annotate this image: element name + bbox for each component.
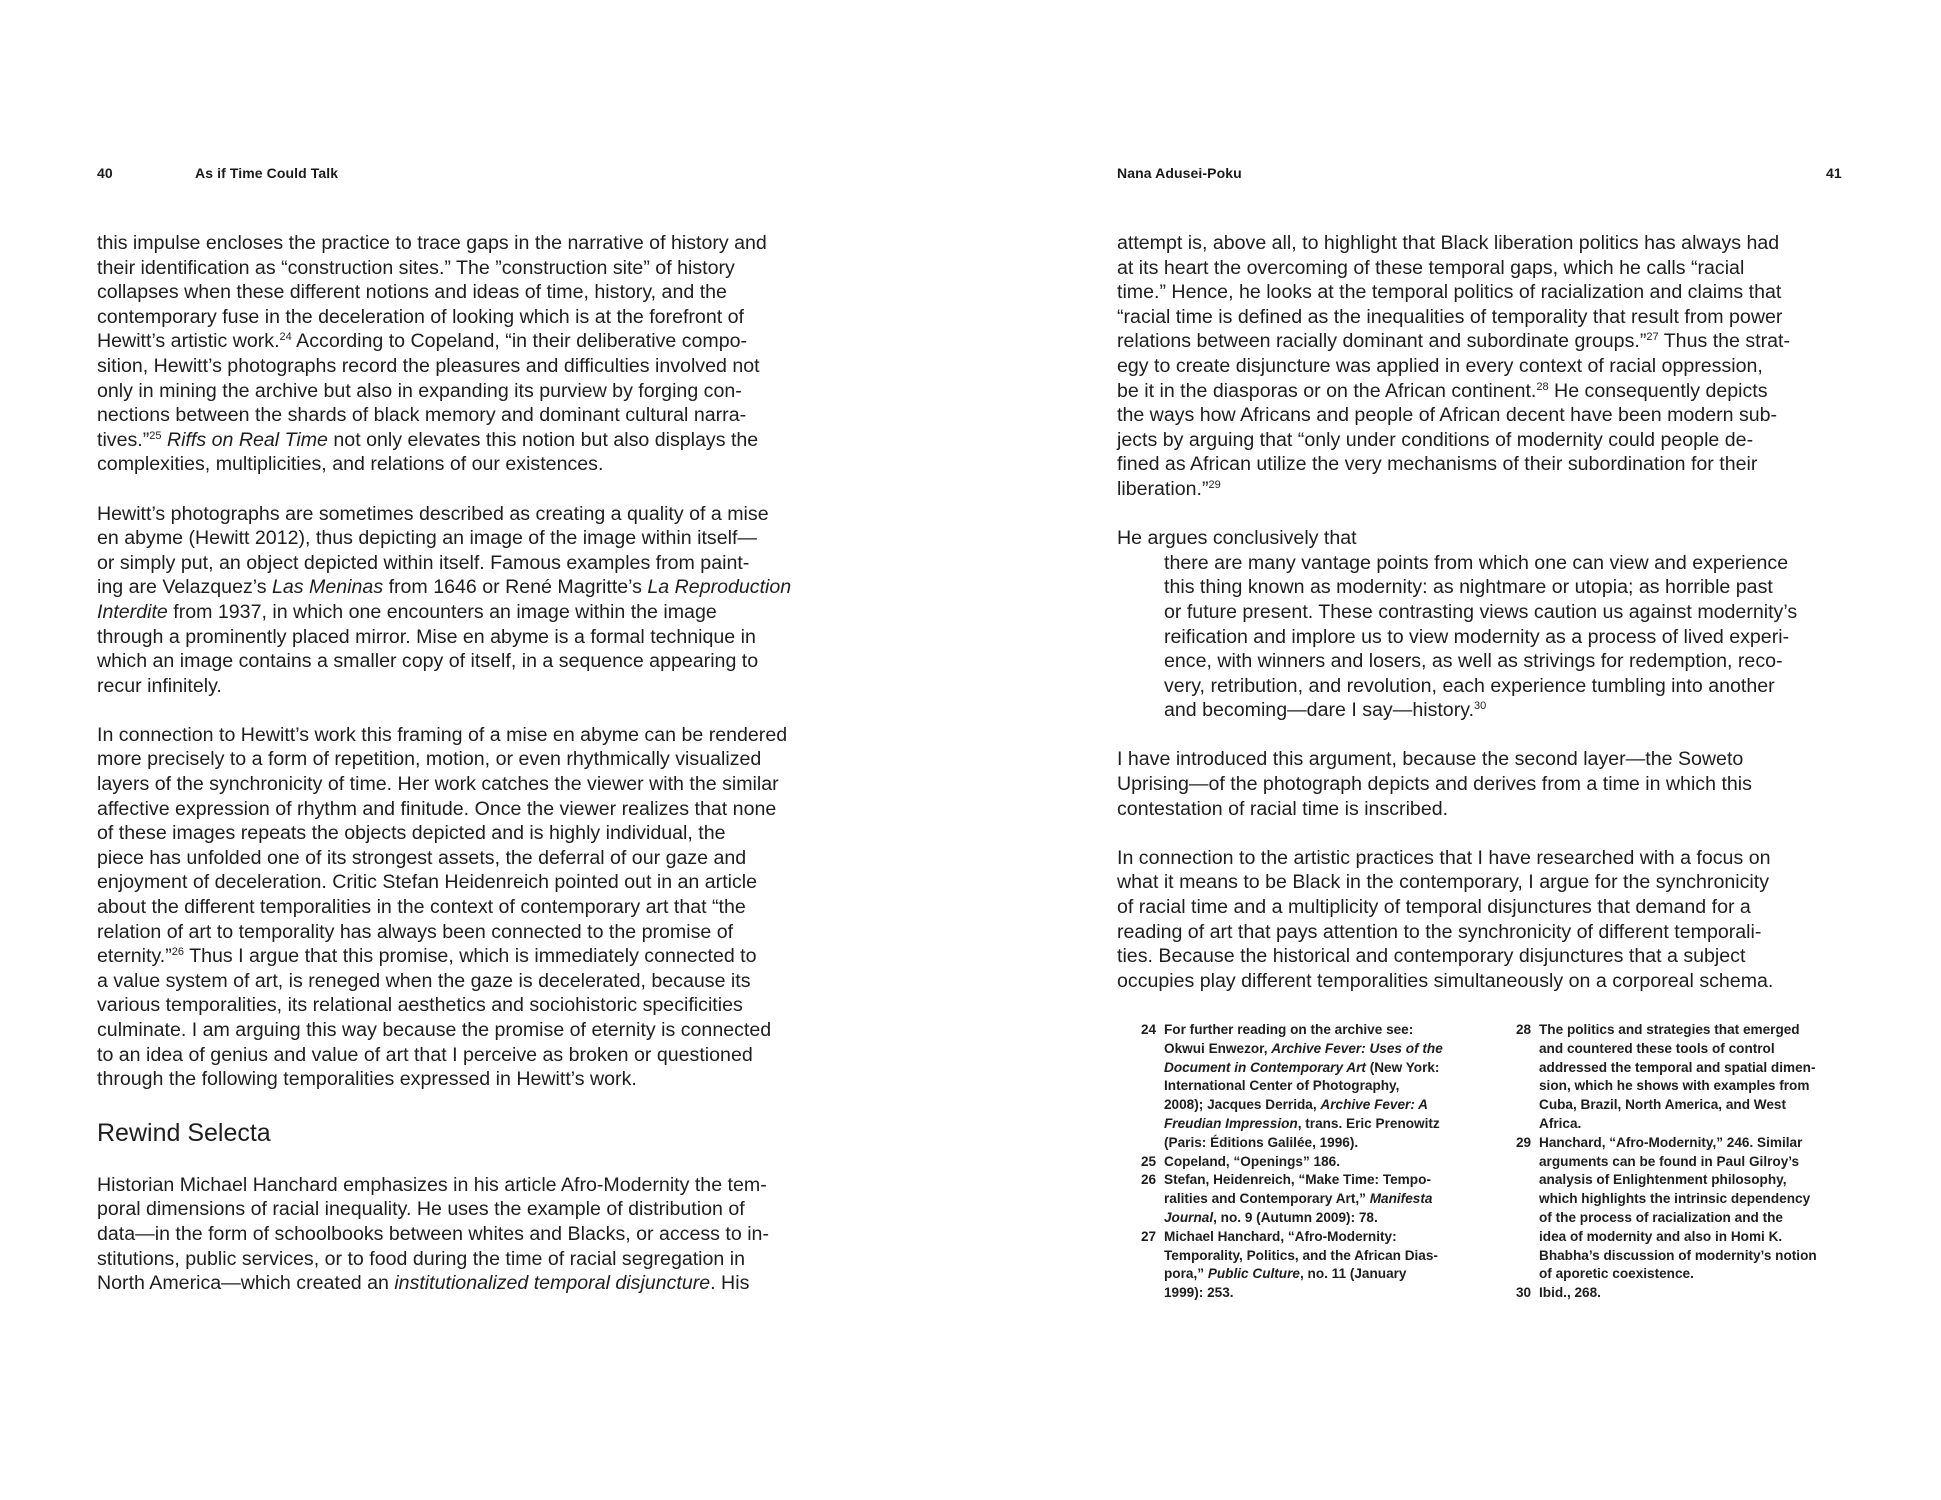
footnote-text (1164, 1021, 1443, 1153)
text-line: which highlights the intrinsic dependency (1539, 1191, 1811, 1207)
paragraph (97, 1173, 837, 1296)
text-line: affective expression of rhythm and finitude. Once the viewer realizes that none (97, 797, 777, 820)
footnote-text (1539, 1134, 1817, 1284)
text-line: attempt is, above all, to highlight that Black liberation politics has always had (1117, 232, 1780, 254)
text-line: a value system of art, is reneged when the gaze is decelerated, because its (97, 969, 751, 992)
paragraph (97, 723, 837, 1092)
text-line: idea of modernity and also in Homi K. (1539, 1228, 1783, 1244)
text-line: ence, with winners and losers, as well as strivings for redemption, reco- (1164, 650, 1783, 673)
paragraph (1117, 231, 1857, 502)
section-heading: Rewind Selecta (97, 1118, 271, 1147)
text-line: more precisely to a form of repetition, motion, or even rhythmically visualized (97, 748, 762, 771)
text-line: of these images repeats the objects depicted and is highly individual, the (97, 822, 726, 845)
page-number: 41 (1826, 165, 1842, 181)
italic-text: Riffs on Real Time (166, 428, 328, 451)
footnote-text (1539, 1021, 1815, 1134)
text-line: sition, Hewitt’s photographs record the pleasures and difficulties involved not (97, 354, 760, 377)
paragraph (1117, 846, 1857, 994)
running-title: Nana Adusei-Poku (1117, 165, 1242, 181)
text-line: Historian Michael Hanchard emphasizes in his article Afro-Modernity the tem- (97, 1173, 767, 1196)
text-line: about the different temporalities in the context of contemporary art that “the (97, 896, 746, 919)
text-line: For further reading on the archive see: (1164, 1022, 1414, 1037)
text-line: North America—which created an institutionalized temporal disjuncture. His (97, 1272, 750, 1295)
text-line: Cuba, Brazil, North America, and West (1539, 1097, 1787, 1113)
text-line: there are many vantage points from which one can view and experience (1164, 551, 1789, 574)
left-page (0, 0, 970, 1500)
text-line: only in mining the archive but also in expanding its purview by forging con- (97, 379, 742, 402)
right-body (1117, 231, 1857, 993)
text-line: Temporality, Politics, and the African Dias- (1164, 1247, 1438, 1263)
text-line: this impulse encloses the practice to trace gaps in the narrative of history and (97, 232, 767, 254)
text-line: ralities and Contemporary Art,” Manifesta (1164, 1191, 1433, 1207)
footnotes-column-1 (1141, 1021, 1501, 1303)
italic-text: Freudian Impression (1164, 1115, 1298, 1131)
text-line: Freudian Impression, trans. Eric Prenowitz (1164, 1115, 1440, 1131)
footnote (1516, 1134, 1876, 1284)
text-line: I have introduced this argument, because the second layer—the Soweto (1117, 748, 1744, 771)
right-page (970, 0, 1941, 1500)
text-line: Document in Contemporary Art (New York: (1164, 1059, 1440, 1075)
text-line: sion, which he shows with examples from (1539, 1078, 1810, 1094)
text-line: en abyme (Hewitt 2012), thus depicting an image of the image within itself— (97, 527, 757, 550)
footnote-reference: 24 (279, 331, 292, 344)
text-line: piece has unfolded one of its strongest assets, the deferral of our gaze and (97, 846, 747, 869)
text-line: be it in the diasporas or on the African continent.$^{28}$ He consequently depicts (1117, 379, 1768, 402)
text-line: layers of the synchronicity of time. Her work catches the viewer with the similar (97, 773, 779, 796)
text-line: eternity.”$^{26}$ Thus I argue that this promise, which is immediately connected to (97, 945, 757, 968)
text-line: Stefan, Heidenreich, “Make Time: Tempo- (1164, 1172, 1431, 1188)
text-line: enjoyment of deceleration. Critic Stefan Heidenreich pointed out in an article (97, 871, 758, 894)
text-line: Hewitt’s photographs are sometimes described as creating a quality of a mise (97, 502, 769, 525)
footnote (1141, 1228, 1501, 1303)
text-line: Copeland, “Openings” 186. (1164, 1153, 1340, 1169)
text-line: tives.”$^{25}$ Riffs on Real Time not only elevates this notion but also displays the (97, 428, 759, 451)
footnote-number: 27 (1141, 1228, 1157, 1244)
text-line: 2008); Jacques Derrida, Archive Fever: A (1164, 1097, 1428, 1113)
footnote-number: 29 (1516, 1134, 1532, 1150)
text-line: of the process of racialization and the (1539, 1209, 1783, 1225)
italic-text: Journal (1164, 1209, 1214, 1225)
text-line: data—in the form of schoolbooks between whites and Blacks, or access to in- (97, 1222, 769, 1245)
running-title: As if Time Could Talk (195, 165, 339, 181)
footnote (1516, 1021, 1876, 1134)
italic-text: Public Culture (1207, 1266, 1300, 1282)
text-line: jects by arguing that “only under conditions of modernity could people de- (1117, 428, 1754, 451)
text-line: Hewitt’s artistic work.$^{24}$ According to Copeland, “in their deliberative compo- (97, 330, 748, 353)
text-line: this thing known as modernity: as nightmare or utopia; as horrible past (1164, 576, 1773, 599)
text-line: which an image contains a smaller copy of itself, in a sequence appearing to (97, 650, 759, 673)
text-line: to an idea of genius and value of art that I perceive as broken or questioned (97, 1043, 753, 1066)
text-line: the ways how Africans and people of African decent have been modern sub- (1117, 404, 1778, 427)
text-line: through the following temporalities expressed in Hewitt’s work. (97, 1068, 637, 1091)
text-line: culminate. I am arguing this way because the promise of eternity is connected (97, 1019, 772, 1041)
footnote-number: 24 (1141, 1022, 1157, 1037)
text-line: relation of art to temporality has always been connected to the promise of (97, 920, 734, 943)
text-line: liberation.”$^{29}$ (1117, 477, 1221, 500)
text-line: ties. Because the historical and contemporary disjunctures that a subject (1117, 945, 1746, 968)
text-line: very, retribution, and revolution, each experience tumbling into another (1164, 674, 1775, 697)
footnote-reference: 28 (1536, 380, 1549, 393)
footnote-reference: 26 (171, 946, 185, 959)
text-line: 1999): 253. (1164, 1285, 1234, 1301)
text-line: of aporetic coexistence. (1539, 1266, 1694, 1282)
footnote-text (1539, 1284, 1601, 1303)
footnote-text (1164, 1171, 1432, 1227)
text-line: reification and implore us to view modernity as a process of lived experi- (1164, 625, 1790, 648)
footnote (1141, 1021, 1501, 1153)
footnote-number: 30 (1516, 1285, 1532, 1301)
text-line: addressed the temporal and spatial dimen- (1539, 1059, 1816, 1075)
footnote-number: 28 (1516, 1022, 1532, 1037)
footnotes-column-2 (1516, 1021, 1876, 1303)
text-line: Africa. (1539, 1115, 1582, 1131)
blockquote (1117, 551, 1857, 723)
text-line: or simply put, an object depicted within itself. Famous examples from paint- (97, 551, 750, 574)
text-line: (Paris: Éditions Galilée, 1996). (1164, 1134, 1359, 1150)
italic-text: Archive Fever: Uses of the (1271, 1040, 1443, 1056)
text-line: ing are Velazquez’s Las Meninas from 1646 or René Magritte’s La Reproduction (97, 576, 792, 599)
text-line: International Center of Photography, (1164, 1078, 1400, 1094)
text-line: at its heart the overcoming of these temporal gaps, which he calls “racial (1117, 256, 1745, 279)
text-line: Interdite from 1937, in which one encounters an image within the image (97, 600, 717, 623)
footnote-reference: 25 (149, 429, 162, 442)
text-line: relations between racially dominant and subordinate groups.”$^{27}$ Thus the strat- (1117, 330, 1791, 353)
text-line: arguments can be found in Paul Gilroy’s (1539, 1153, 1800, 1169)
left-body (97, 231, 837, 1296)
text-line: pora,” Public Culture, no. 11 (January (1164, 1266, 1407, 1282)
text-line: stitutions, public services, or to food during the time of racial segregation in (97, 1247, 746, 1270)
quote-lead-in: He argues conclusively that (1117, 527, 1357, 550)
paragraph (97, 231, 837, 477)
text-line: time.” Hence, he looks at the temporal politics of racialization and claims that (1117, 281, 1782, 304)
italic-text: Manifesta (1369, 1191, 1433, 1207)
italic-text: Document in Contemporary Art (1164, 1059, 1366, 1075)
text-line: nections between the shards of black memory and dominant cultural narra- (97, 404, 747, 427)
text-line: collapses when these different notions and ideas of time, history, and the (97, 281, 727, 304)
text-line: poral dimensions of racial inequality. He uses the example of distribution of (97, 1198, 745, 1221)
italic-text: institutionalized temporal disjuncture (394, 1272, 711, 1295)
text-line: In connection to Hewitt’s work this framing of a mise en abyme can be rendered (97, 723, 788, 746)
text-line: reading of art that pays attention to the synchronicity of different temporali- (1117, 920, 1762, 943)
text-line: “racial time is defined as the inequalities of temporality that result from power (1117, 305, 1783, 328)
text-line: Ibid., 268. (1539, 1285, 1601, 1301)
text-line: various temporalities, its relational aesthetics and sociohistoric specificities (97, 994, 743, 1017)
text-line: The politics and strategies that emerged (1539, 1022, 1800, 1037)
italic-text: La Reproduction (647, 576, 792, 599)
footnote-text (1164, 1153, 1340, 1172)
text-line: occupies play different temporalities simultaneously on a corporeal schema. (1117, 969, 1774, 992)
text-line: and becoming—dare I say—history.$^{30}$ (1164, 699, 1487, 722)
paragraph (97, 502, 837, 699)
footnote (1141, 1171, 1501, 1227)
italic-text: Las Meninas (272, 576, 384, 599)
text-line: fined as African utilize the very mechanisms of their subordination for their (1117, 453, 1758, 476)
text-line: Hanchard, “Afro-Modernity,” 246. Similar (1539, 1134, 1803, 1150)
text-line: contestation of racial time is inscribed. (1117, 797, 1449, 820)
paragraph (1117, 747, 1857, 821)
page-number: 40 (97, 165, 113, 181)
footnote-reference: 27 (1646, 331, 1659, 344)
text-line: Michael Hanchard, “Afro-Modernity: (1164, 1228, 1397, 1244)
footnote-reference: 29 (1208, 478, 1221, 491)
italic-text: Archive Fever: A (1320, 1097, 1428, 1113)
text-line: In connection to the artistic practices that I have researched with a focus on (1117, 846, 1771, 869)
text-line: egy to create disjuncture was applied in every context of racial oppression, (1117, 354, 1763, 377)
text-line: Bhabha’s discussion of modernity’s notion (1539, 1247, 1817, 1263)
text-line: and countered these tools of control (1539, 1040, 1775, 1056)
text-line: contemporary fuse in the deceleration of looking which is at the forefront of (97, 305, 744, 328)
text-line: what it means to be Black in the contemporary, I argue for the synchronicity (1117, 871, 1769, 894)
text-line: Journal, no. 9 (Autumn 2009): 78. (1164, 1209, 1378, 1225)
text-line: Uprising—of the photograph depicts and derives from a time in which this (1117, 773, 1752, 796)
italic-text: Interdite (97, 600, 168, 623)
text-line: analysis of Enlightenment philosophy, (1539, 1172, 1787, 1188)
text-line: Okwui Enwezor, Archive Fever: Uses of the (1164, 1040, 1443, 1056)
text-line: of racial time and a multiplicity of temporal disjunctures that demand for a (1117, 896, 1751, 919)
footnote-number: 26 (1141, 1172, 1157, 1188)
text-line: complexities, multiplicities, and relations of our existences. (97, 453, 604, 476)
text-line: their identification as “construction sites.” The ”construction site” of history (97, 256, 735, 279)
text-line: or future present. These contrasting views caution us against modernity’s (1164, 600, 1798, 623)
footnote-number: 25 (1141, 1153, 1157, 1169)
footnote-reference: 30 (1474, 700, 1487, 713)
footnote-text (1164, 1228, 1438, 1303)
footnote (1516, 1284, 1876, 1303)
text-line: recur infinitely. (97, 674, 222, 697)
text-line: through a prominently placed mirror. Mise en abyme is a formal technique in (97, 625, 756, 648)
footnote (1141, 1153, 1501, 1172)
